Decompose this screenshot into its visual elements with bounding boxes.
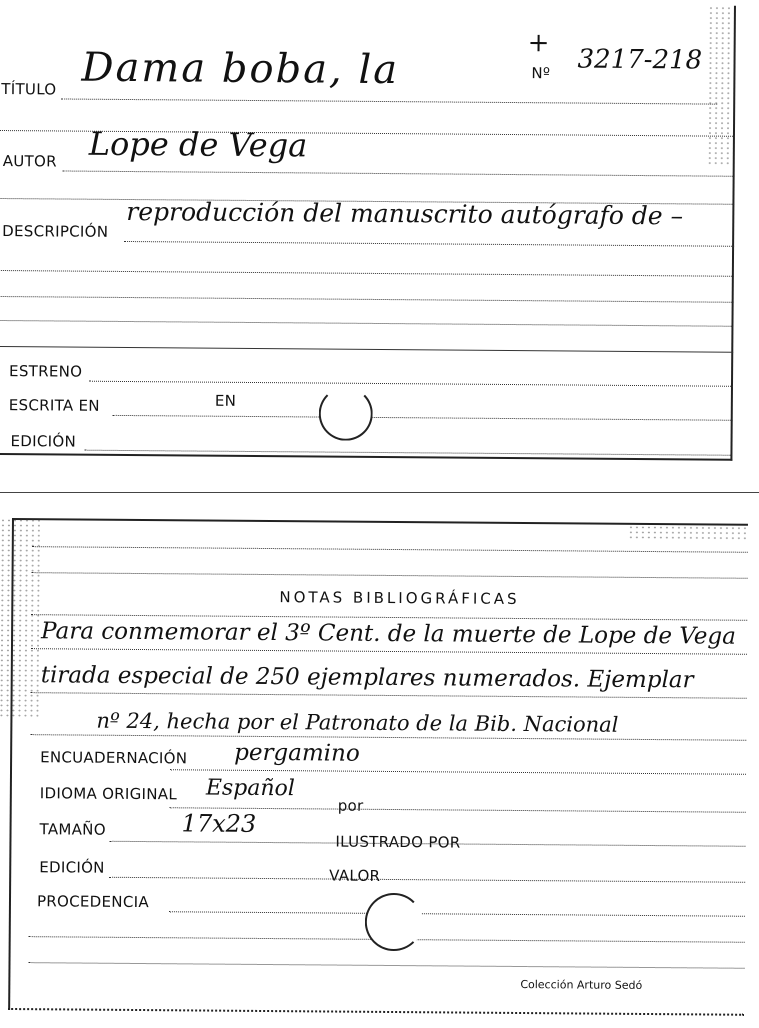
procedencia-label: PROCEDENCIA bbox=[36, 892, 149, 912]
ruled-line bbox=[0, 270, 734, 277]
edicion-label: EDICIÓN bbox=[39, 858, 105, 877]
ruled-line bbox=[124, 241, 734, 247]
ruled-line bbox=[29, 962, 745, 969]
catalog-card-front bbox=[0, 0, 736, 461]
ruled-line bbox=[169, 911, 745, 917]
estreno-label: ESTRENO bbox=[9, 362, 83, 381]
paper-speckle bbox=[628, 525, 748, 540]
paper-speckle bbox=[707, 6, 734, 166]
autor-value: Lope de Vega bbox=[88, 124, 308, 165]
catalog-card-back bbox=[8, 518, 748, 1016]
ruled-line bbox=[170, 769, 746, 775]
notas-heading: NOTAS BIBLIOGRÁFICAS bbox=[279, 588, 520, 608]
ruled-line bbox=[61, 98, 717, 104]
ruled-line bbox=[0, 296, 734, 303]
descripcion-label: DESCRIPCIÓN bbox=[2, 222, 109, 241]
ruled-line bbox=[89, 381, 733, 387]
note-line: tirada especial de 250 ejemplares numerados. Ejemplar bbox=[40, 662, 694, 694]
tamano-label: TAMAÑO bbox=[39, 820, 106, 839]
ruled-line bbox=[63, 170, 735, 176]
ruled-line bbox=[30, 734, 746, 741]
en-label: EN bbox=[214, 391, 237, 410]
encuadernacion-value: pergamino bbox=[234, 739, 360, 767]
edicion-label: EDICIÓN bbox=[10, 432, 77, 451]
autor-label: AUTOR bbox=[2, 152, 57, 171]
collection-credit: Colección Arturo Sedó bbox=[520, 978, 643, 992]
ruled-line bbox=[31, 692, 747, 699]
punch-hole bbox=[319, 387, 373, 441]
descripcion-value: reproducción del manuscrito autógrafo de – bbox=[126, 196, 684, 231]
por-label: por bbox=[337, 796, 364, 815]
numero-mark: + bbox=[527, 28, 550, 59]
ruled-line bbox=[113, 415, 733, 421]
scan-divider bbox=[0, 492, 759, 493]
idioma-value: Español bbox=[205, 775, 295, 802]
titulo-label: TÍTULO bbox=[1, 80, 57, 99]
ruled-line bbox=[31, 648, 747, 655]
card-edge bbox=[8, 1008, 744, 1016]
note-line: Para conmemorar el 3º Cent. de la muerte de Lope de Vega bbox=[41, 618, 736, 650]
ruled-line bbox=[32, 572, 748, 579]
ilustrado-label: ILUSTRADO POR bbox=[335, 832, 461, 852]
section-rule bbox=[0, 346, 733, 353]
escrita-en-label: ESCRITA EN bbox=[8, 396, 100, 415]
ruled-line bbox=[0, 320, 733, 327]
numero-label: Nº bbox=[531, 64, 551, 83]
idioma-label: IDIOMA ORIGINAL bbox=[39, 784, 178, 804]
tamano-value: 17x23 bbox=[181, 809, 257, 838]
ruled-line bbox=[32, 546, 748, 553]
punch-hole bbox=[365, 893, 423, 951]
valor-label: VALOR bbox=[329, 866, 381, 885]
ruled-line bbox=[109, 877, 745, 883]
numero-value: 3217-218 bbox=[577, 44, 703, 76]
note-line: nº 24, hecha por el Patronato de la Bib. Nacional bbox=[96, 708, 619, 737]
paper-speckle bbox=[0, 518, 40, 718]
titulo-value: Dama boba, la bbox=[81, 44, 400, 94]
encuadernacion-label: ENCUADERNACIÓN bbox=[40, 748, 188, 768]
